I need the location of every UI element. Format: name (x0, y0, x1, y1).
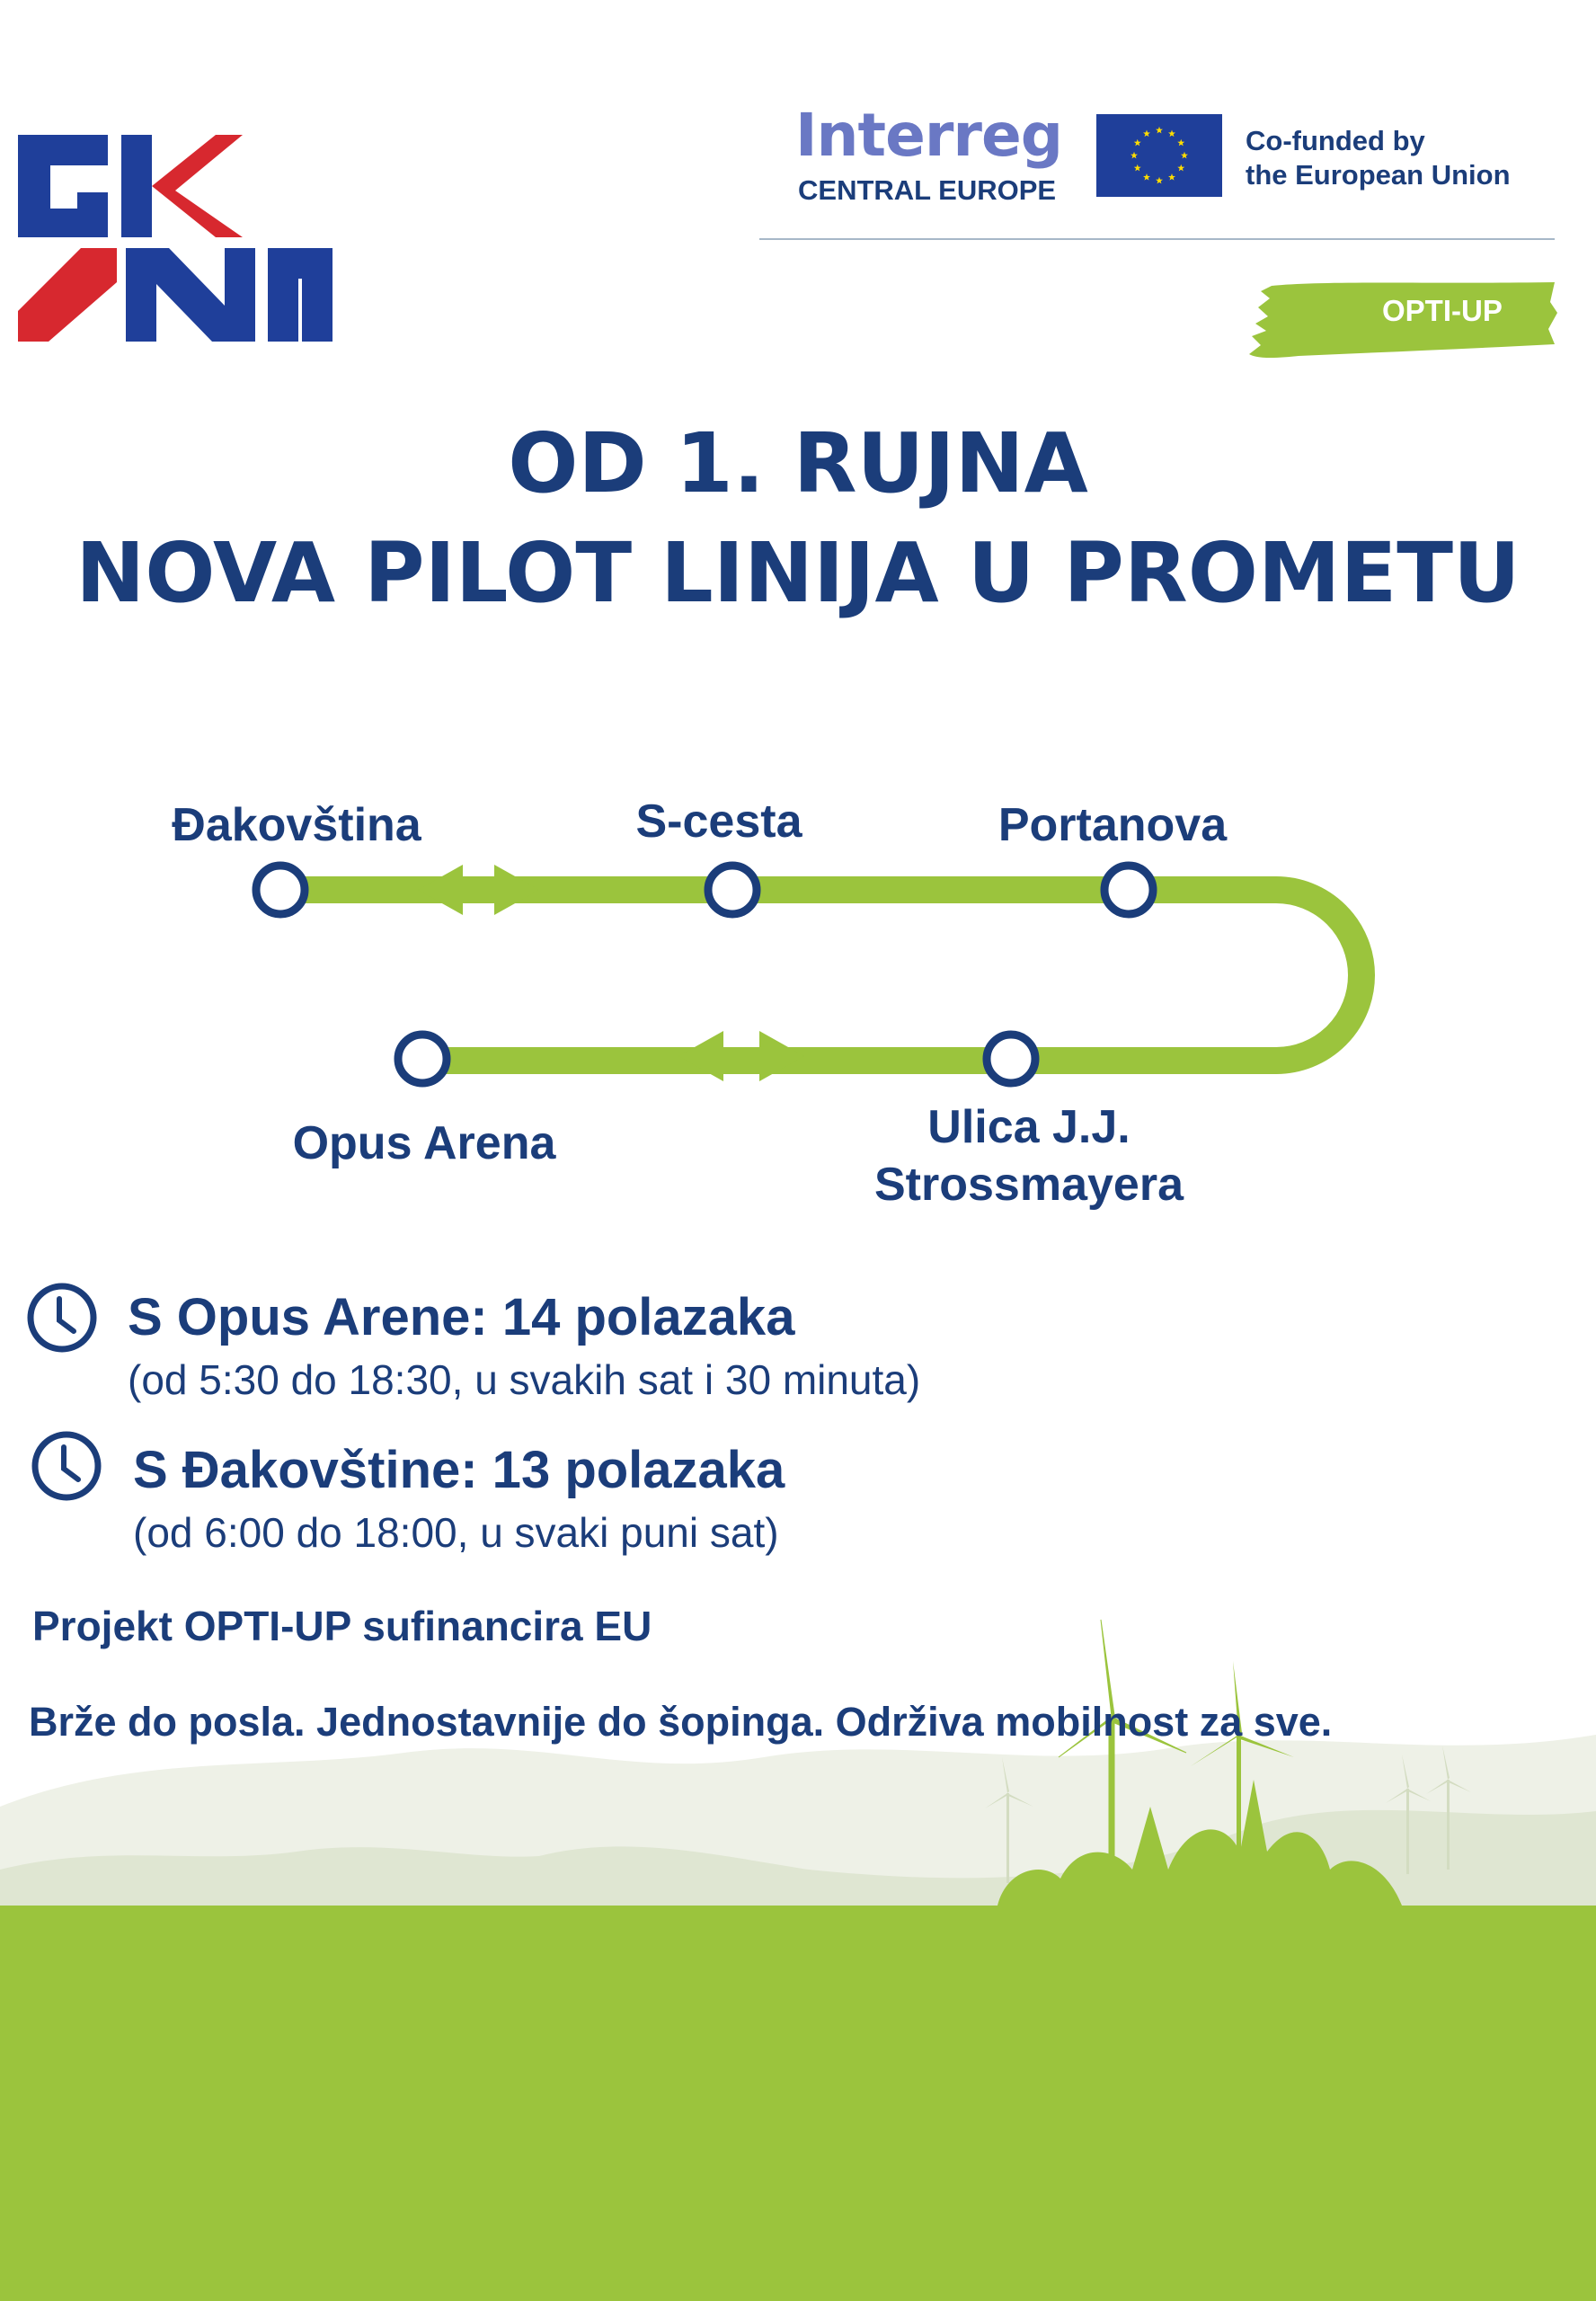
stop-marker-dakovstina (256, 866, 305, 914)
project-funding-text: Projekt OPTI-UP sufinancira EU (32, 1603, 652, 1649)
schedule-detail-dakovstina: (od 6:00 do 18:00, u svaki puni sat) (133, 1509, 779, 1556)
stop-label-dakovstina: Đakovština (172, 799, 421, 851)
stop-label-strossmayera-line1: Ulica J.J. (927, 1101, 1130, 1153)
stop-marker-s-cesta (708, 866, 757, 914)
stop-label-s-cesta: S-cesta (635, 795, 802, 848)
interreg-subtitle: CENTRAL EUROPE (798, 174, 1057, 206)
headline-line-2: NOVA PILOT LINIJA U PROMETU (75, 525, 1521, 621)
cofunded-text (1246, 124, 1511, 192)
interreg-logo-text: Interreg (795, 101, 1062, 170)
header-divider (759, 238, 1555, 240)
schedule-detail-opus: (od 5:30 do 18:30, u svakih sat i 30 minuta) (128, 1356, 921, 1403)
cofunded-line-1: Co-funded by (1246, 125, 1425, 156)
cofunded-line-2: the European Union (1246, 159, 1511, 191)
green-field (0, 1906, 1596, 2301)
schedule-title-opus: S Opus Arene: 14 polazaka (128, 1288, 795, 1346)
stop-marker-portanova (1104, 866, 1153, 914)
eu-flag-icon (1096, 114, 1222, 197)
opti-up-label: OPTI-UP (1382, 294, 1503, 327)
gkpp-logo (18, 135, 332, 342)
stop-marker-strossmayera (987, 1035, 1035, 1083)
route-line (279, 890, 1361, 1061)
headline-line-1: OD 1. RUJNA (508, 415, 1088, 511)
slogan-text: Brže do posla. Jednostavnije do šopinga. Održiva mobilnost za sve. (29, 1699, 1333, 1745)
schedule-title-dakovstina: S Đakovštine: 13 polazaka (133, 1441, 785, 1499)
stop-label-portanova: Portanova (998, 799, 1228, 851)
clock-icon (30, 1429, 103, 1503)
stop-label-opus-arena: Opus Arena (292, 1117, 556, 1169)
stop-label-strossmayera-line2: Strossmayera (874, 1159, 1184, 1211)
stop-marker-opus-arena (398, 1035, 447, 1083)
clock-icon (25, 1281, 99, 1355)
